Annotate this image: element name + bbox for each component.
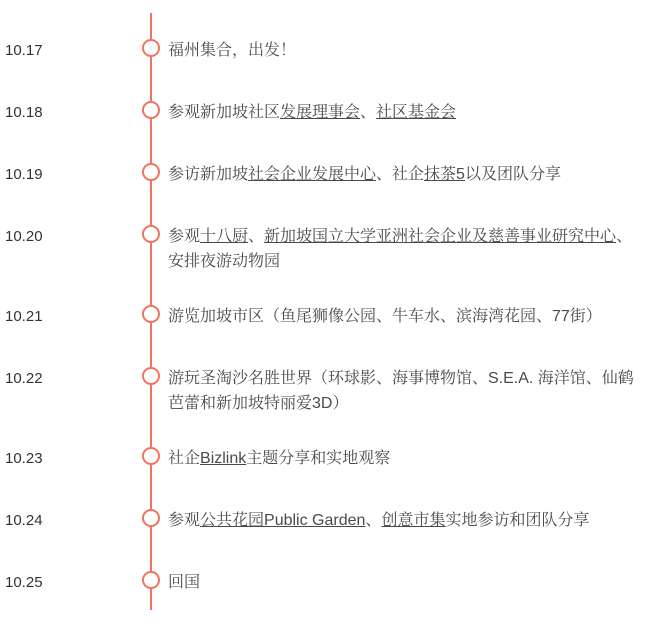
timeline-item	[0, 162, 665, 187]
event-date: 10.23	[5, 450, 43, 467]
timeline-item	[0, 100, 665, 125]
event-text: 、	[360, 104, 377, 121]
event-date: 10.17	[5, 42, 43, 59]
event-link[interactable]: 发展理事会	[280, 104, 361, 121]
event-link[interactable]: 十八厨	[200, 228, 249, 245]
event-text: 、	[365, 512, 382, 529]
event-text: 回国	[168, 574, 201, 591]
timeline-node-icon	[142, 101, 160, 119]
event-text: 社企	[168, 450, 201, 467]
timeline-item	[0, 38, 665, 63]
timeline-item	[0, 366, 665, 416]
event-text: 游览加坡市区（鱼尾狮像公园、牛车水、滨海湾花园、77街）	[168, 308, 602, 325]
event-description	[168, 100, 646, 125]
event-description	[168, 446, 646, 471]
event-text: 参观	[168, 228, 201, 245]
event-text: 福州集合，出发！	[168, 42, 297, 59]
timeline-item	[0, 570, 665, 595]
timeline-node-icon	[142, 367, 160, 385]
event-text: 游玩圣淘沙名胜世界（环球影、海事博物馆、S.E.A. 海洋馆、仙鹤芭蕾和新加坡特丽爱3D）	[168, 370, 634, 412]
timeline-item	[0, 508, 665, 533]
event-link[interactable]: 创意市集	[381, 512, 446, 529]
event-date: 10.19	[5, 166, 43, 183]
event-text: 参访新加坡	[168, 166, 249, 183]
event-text: 、安排夜游动物园	[168, 228, 633, 270]
event-date: 10.25	[5, 574, 43, 591]
timeline-node-icon	[142, 571, 160, 589]
event-text: 主题分享和实地观察	[246, 450, 391, 467]
event-description	[168, 508, 646, 533]
timeline-node-icon	[142, 447, 160, 465]
event-text: 、	[248, 228, 265, 245]
event-text: 实地参访和团队分享	[445, 512, 590, 529]
timeline-item	[0, 304, 665, 329]
event-link[interactable]: 抹茶5	[424, 166, 465, 183]
event-description	[168, 38, 646, 63]
timeline-node-icon	[142, 509, 160, 527]
event-date: 10.20	[5, 228, 43, 245]
event-text: 参观	[168, 512, 201, 529]
event-description	[168, 366, 646, 416]
event-link[interactable]: 新加坡国立大学亚洲社会企业及慈善事业研究中心	[264, 228, 617, 245]
event-description	[168, 224, 646, 274]
event-description	[168, 570, 646, 595]
event-date: 10.22	[5, 370, 43, 387]
event-link[interactable]: 社会企业发展中心	[248, 166, 377, 183]
event-description	[168, 162, 646, 187]
timeline-node-icon	[142, 163, 160, 181]
event-description	[168, 304, 646, 329]
event-link[interactable]: 社区基金会	[376, 104, 457, 121]
timeline-item	[0, 446, 665, 471]
timeline-node-icon	[142, 225, 160, 243]
timeline-node-icon	[142, 39, 160, 57]
event-link[interactable]: Bizlink	[200, 450, 247, 467]
timeline-item	[0, 224, 665, 274]
event-text: 以及团队分享	[464, 166, 561, 183]
event-text: 、社企	[376, 166, 425, 183]
event-date: 10.18	[5, 104, 43, 121]
timeline-node-icon	[142, 305, 160, 323]
event-date: 10.24	[5, 512, 43, 529]
timeline-items	[0, 38, 665, 632]
event-link[interactable]: 公共花园Public Garden	[200, 512, 366, 529]
event-date: 10.21	[5, 308, 43, 325]
event-text: 参观新加坡社区	[168, 104, 281, 121]
